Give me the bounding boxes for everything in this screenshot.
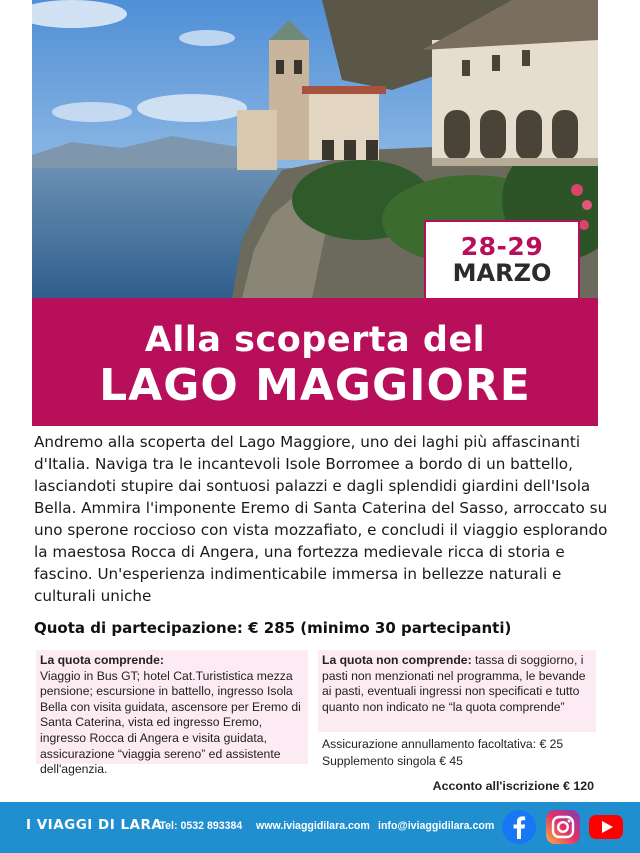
footer-bar (0, 802, 640, 853)
email-link[interactable]: info@iviaggidilara.com (378, 820, 495, 832)
includes-box (36, 650, 308, 777)
excludes-title: La quota non comprende: (322, 653, 472, 667)
facebook-icon[interactable] (501, 809, 537, 845)
single-supplement: Supplemento singola € 45 (322, 754, 463, 768)
trip-description: Andremo alla scoperta del Lago Maggiore, uno dei laghi più affascinanti d'Italia. Naviga tra le incantevoli Isole Borromee a bordo di un battello, lasciandoti stupire dai sontuosi palazzi e dagli splendidi giardini dell'Isola Bella. Ammira l'imponente Eremo di Santa Caterina del Sasso, arroccato su uno sperone roccioso con vista mozzafiato, e concludi il viaggio esplorando la maestosa Rocca di Angera, una fortezza medievale ricca di storia e fascino. Un'esperienza indimenticabile immersa in bellezze naturali e culturali uniche (34, 433, 608, 605)
includes-text: Viaggio in Bus GT; hotel Cat.Turististica mezza pensione; escursione in battello, ingresso Isola Bella con visita guidata, ascensore per Eremo di Santa Caterina, vista ed ingresso Eremo, ingresso Rocca di Angera e visita guidata, assicurazione “viaggia sereno” ed assistente dell'agenzia. (40, 668, 301, 777)
youtube-icon[interactable] (588, 809, 624, 845)
website-link[interactable]: www.iviaggidilara.com (256, 820, 370, 832)
brand-name: I VIAGGI DI LARA (26, 817, 163, 833)
title-subheading: Alla scoperta del (144, 320, 486, 360)
phone-number: - Tel: 0532 893384 (153, 820, 243, 832)
excludes-text: tassa di soggiorno, i pasti non menzionati nel programma, le bevande ai pasti, eventuali ingressi non specificati e tutto quanto non indicato ne “la quota comprende” (322, 653, 586, 714)
title-banner (32, 298, 598, 426)
date-month: MARZO (452, 258, 552, 287)
includes-title: La quota comprende: (40, 653, 164, 667)
price-line: Quota di partecipazione: € 285 (minimo 30 partecipanti) (34, 619, 512, 637)
instagram-icon[interactable] (545, 809, 581, 845)
deposit-note: Acconto all'iscrizione € 120 (432, 779, 594, 793)
date-days: 28-29 (460, 231, 544, 261)
date-box (424, 220, 580, 300)
excludes-box (318, 650, 596, 732)
insurance-note: Assicurazione annullamento facoltativa: € 25 (322, 737, 564, 751)
title-heading: LAGO MAGGIORE (99, 360, 531, 411)
